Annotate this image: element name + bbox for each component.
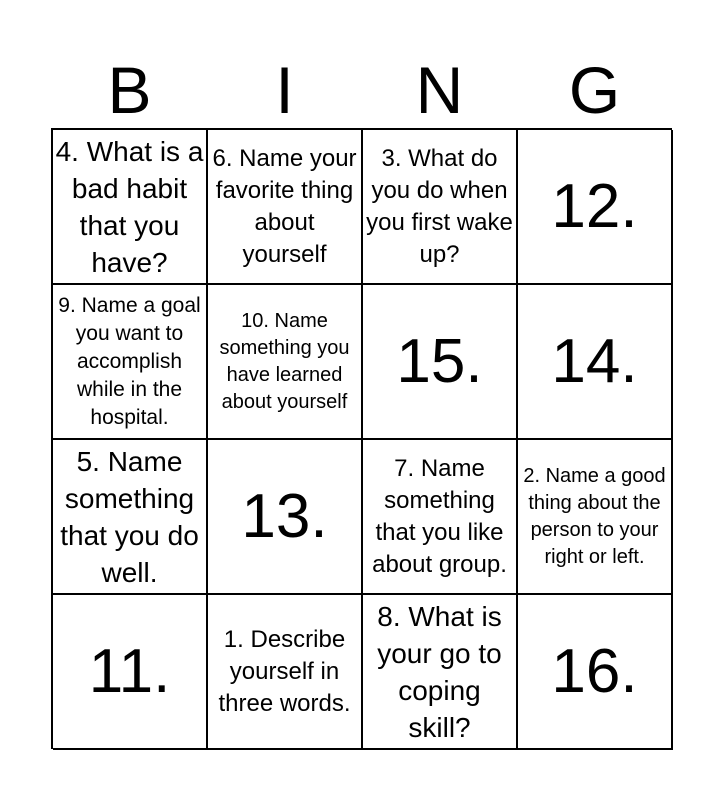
cell-text: 1. Describe yourself in three words.: [218, 625, 351, 717]
bingo-cell-7[interactable]: [363, 285, 518, 440]
bingo-cell-2[interactable]: [208, 130, 363, 285]
bingo-cell-15[interactable]: [363, 595, 518, 750]
bingo-cell-6[interactable]: [208, 285, 363, 440]
bingo-cell-14[interactable]: [208, 595, 363, 750]
cell-text: 11.: [88, 636, 171, 706]
header-letter-n: N: [415, 53, 464, 127]
cell-text: 13.: [241, 481, 328, 551]
bingo-cell-3[interactable]: [363, 130, 518, 285]
header-letter-g: G: [568, 53, 621, 127]
cell-text: 8. What is your go to coping skill?: [377, 600, 502, 743]
cell-text: 10. Name something you have learned about yourself: [219, 309, 350, 413]
cell-text: 15.: [396, 326, 483, 396]
cell-text: 16.: [551, 636, 638, 706]
bingo-board: [51, 128, 672, 749]
cell-text: 9. Name a goal you want to accomplish while in the hospital.: [58, 293, 201, 429]
bingo-cell-10[interactable]: [208, 440, 363, 595]
bingo-header: [52, 52, 672, 128]
cell-text: 2. Name a good thing about the person to your right or left.: [523, 464, 666, 568]
cell-text: 14.: [551, 326, 638, 396]
bingo-cell-9[interactable]: [53, 440, 208, 595]
bingo-cell-13[interactable]: [53, 595, 208, 750]
header-letter-b: B: [107, 53, 152, 127]
bingo-cell-1[interactable]: [53, 130, 208, 285]
cell-text: 7. Name something that you like about group.: [372, 454, 507, 578]
cell-text: 5. Name something that you do well.: [60, 445, 199, 588]
bingo-cell-8[interactable]: [518, 285, 673, 440]
header-letter-i: I: [275, 53, 294, 127]
bingo-cell-12[interactable]: [518, 440, 673, 595]
cell-text: 12.: [551, 171, 638, 241]
cell-text: 3. What do you do when you first wake up?: [366, 144, 513, 268]
bingo-cell-16[interactable]: [518, 595, 673, 750]
bingo-cell-4[interactable]: [518, 130, 673, 285]
bingo-cell-5[interactable]: [53, 285, 208, 440]
cell-text: 4. What is a bad habit that you have?: [55, 135, 204, 278]
cell-text: 6. Name your favorite thing about yourself: [212, 144, 357, 268]
bingo-cell-11[interactable]: [363, 440, 518, 595]
